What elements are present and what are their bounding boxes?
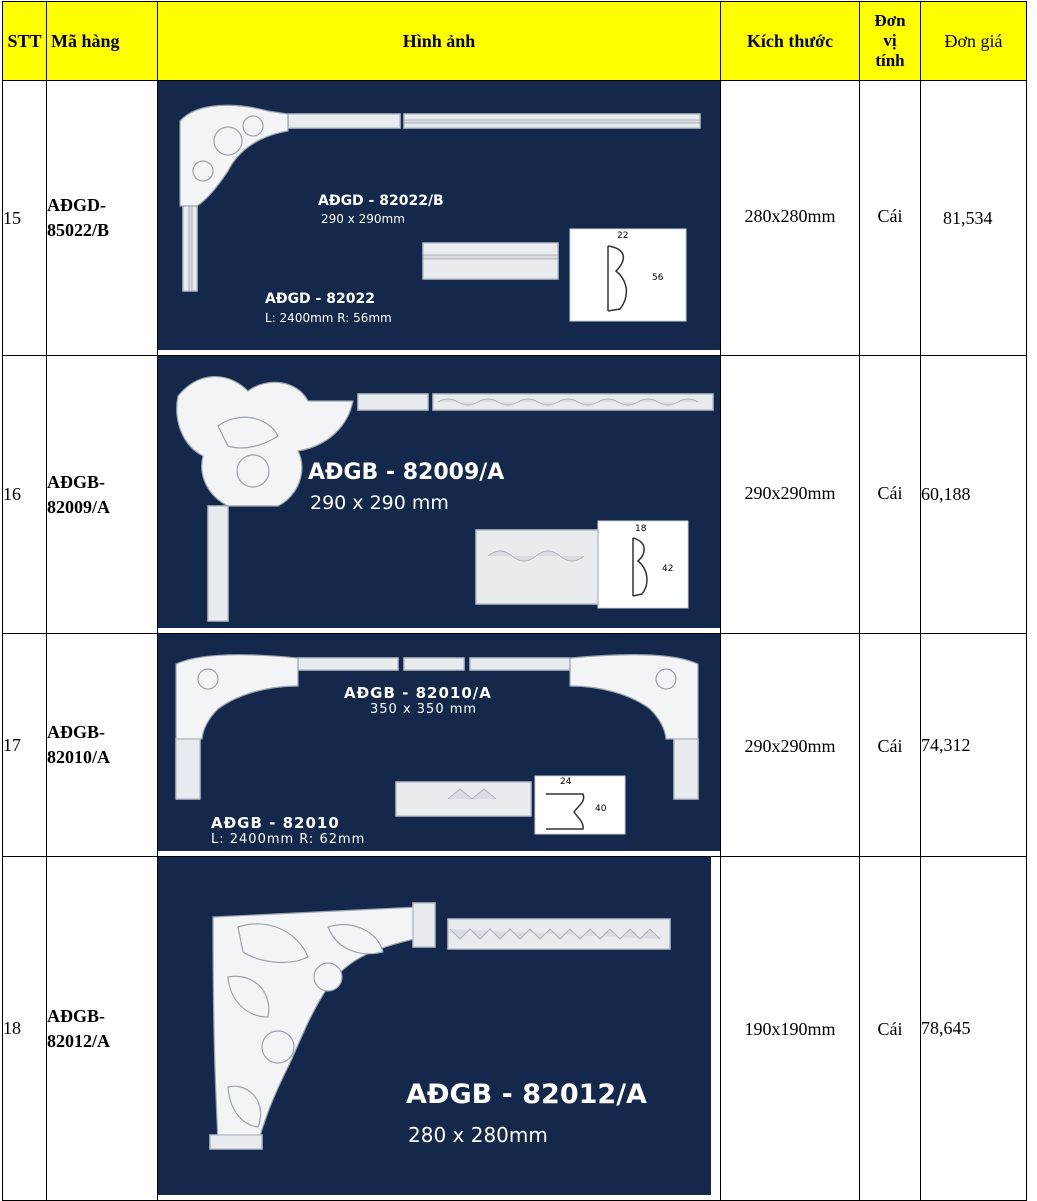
profile-height: 40 (595, 804, 607, 814)
profile-width: 24 (560, 777, 572, 787)
row-code: AĐGD- 85022/B (47, 81, 158, 356)
product-image (158, 356, 721, 634)
profile-width: 18 (635, 524, 647, 534)
strip-code: AĐGB - 82010 (211, 814, 340, 832)
molding-drawing (158, 81, 717, 350)
profile-height: 42 (662, 564, 674, 574)
image-title-size: 290 x 290mm (321, 212, 405, 226)
image-title: AĐGB - 82009/A (308, 460, 505, 485)
image-title: AĐGB - 82010/A (344, 684, 492, 702)
table-row (3, 356, 1027, 634)
row-stt: 17 (3, 634, 47, 857)
header-size: Kích thước (721, 2, 860, 81)
header-price: Đơn giá (921, 2, 1027, 81)
price-table (2, 1, 1027, 1201)
row-unit: Cái (860, 356, 921, 634)
profile-width: 22 (617, 231, 629, 241)
image-title: AĐGB - 82012/A (406, 1079, 647, 1110)
row-stt: 15 (3, 81, 47, 356)
strip-dims: L: 2400mm R: 62mm (211, 832, 366, 847)
row-price: 74,312 (921, 634, 1027, 857)
row-code: AĐGB- 82010/A (47, 634, 158, 857)
row-price: 60,188 (921, 356, 1027, 634)
product-image (158, 634, 721, 857)
product-image (158, 81, 721, 356)
table-row (3, 81, 1027, 356)
image-title-size: 280 x 280mm (408, 1123, 548, 1147)
header-stt: STT (3, 2, 47, 81)
profile-height: 56 (652, 273, 664, 283)
product-image-panel (158, 356, 720, 628)
image-title: AĐGD - 82022/B (318, 193, 444, 209)
header-unit: Đơn vị tính (860, 2, 921, 81)
product-image-panel (158, 634, 720, 851)
strip-dims: L: 2400mm R: 56mm (265, 311, 392, 325)
row-price: 78,645 (921, 857, 1027, 1201)
row-unit: Cái (860, 857, 921, 1201)
product-image (158, 857, 721, 1201)
row-unit: Cái (860, 81, 921, 356)
table-row (3, 857, 1027, 1201)
row-size: 290x290mm (721, 356, 860, 634)
row-code: AĐGB- 82012/A (47, 857, 158, 1201)
image-title-size: 290 x 290 mm (310, 492, 449, 514)
row-unit: Cái (860, 634, 921, 857)
image-title-size: 350 x 350 mm (370, 702, 478, 717)
header-code: Mã hàng (47, 2, 158, 81)
table-row (3, 634, 1027, 857)
row-code: AĐGB- 82009/A (47, 356, 158, 634)
product-image-panel (158, 81, 720, 350)
product-image-panel (158, 857, 711, 1195)
row-price: 81,534 (921, 81, 1027, 356)
row-size: 190x190mm (721, 857, 860, 1201)
strip-code: AĐGD - 82022 (265, 291, 375, 307)
header-image: Hình ảnh (158, 2, 721, 81)
row-size: 290x290mm (721, 634, 860, 857)
row-size: 280x280mm (721, 81, 860, 356)
row-stt: 18 (3, 857, 47, 1201)
header-row (3, 2, 1027, 81)
row-stt: 16 (3, 356, 47, 634)
